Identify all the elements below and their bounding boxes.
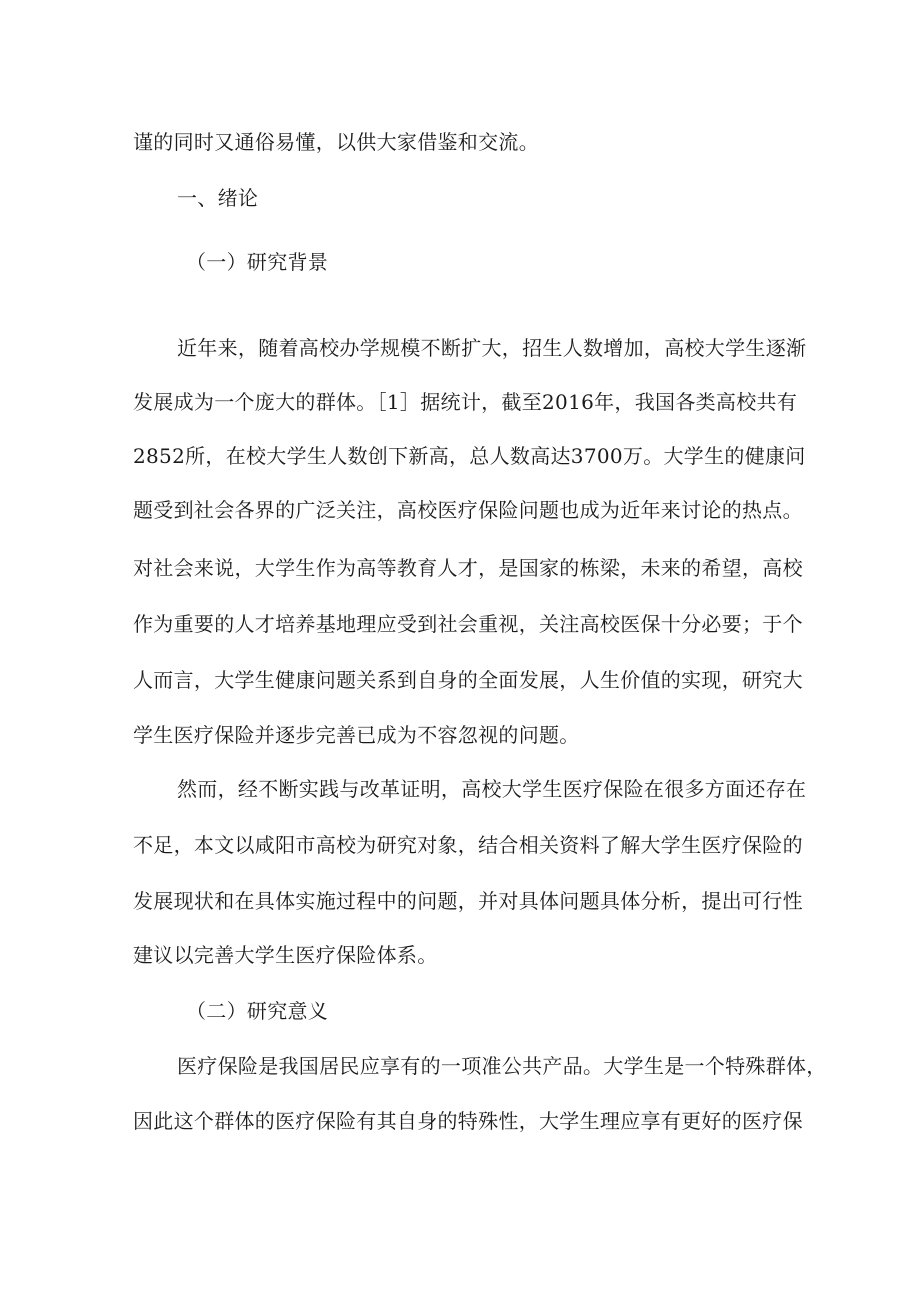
text-line: 学生医疗保险并逐步完善已成为不容忽视的问题。 xyxy=(133,723,580,747)
text-line: 医疗保险是我国居民应享有的一项准公共产品。大学生是一个特殊群体， xyxy=(177,1054,827,1078)
subsection-heading: （一）研究背景 xyxy=(186,250,329,274)
text-line: 因此这个群体的医疗保险有其自身的特殊性，大学生理应享有更好的医疗保 xyxy=(133,1109,803,1133)
text-line: 题受到社会各界的广泛关注，高校医疗保险问题也成为近年来讨论的热点。 xyxy=(133,498,803,522)
subsection-heading: （二）研究意义 xyxy=(186,999,329,1023)
text-line: 然而，经不断实践与改革证明，高校大学生医疗保险在很多方面还存在 xyxy=(177,777,807,801)
text-line: 作为重要的人才培养基地理应受到社会重视，关注高校医保十分必要；于个 xyxy=(133,612,803,636)
text-line: 发展现状和在具体实施过程中的问题，并对具体问题具体分析，提出可行性 xyxy=(133,889,803,913)
text-line: 建议以完善大学生医疗保险体系。 xyxy=(133,943,438,967)
text-line: 对社会来说，大学生作为高等教育人才，是国家的栋梁，未来的希望，高校 xyxy=(133,556,803,580)
text-line: 谨的同时又通俗易懂，以供大家借鉴和交流。 xyxy=(133,130,539,154)
text-line: 近年来，随着高校办学规模不断扩大，招生人数增加，高校大学生逐渐 xyxy=(177,336,807,360)
text-line: 不足，本文以咸阳市高校为研究对象，结合相关资料了解大学生医疗保险的 xyxy=(133,833,803,857)
text-line: 发展成为一个庞大的群体。［1］据统计，截至2016年，我国各类高校共有 xyxy=(133,390,798,414)
text-line: 人而言，大学生健康问题关系到自身的全面发展，人生价值的实现，研究大 xyxy=(133,668,803,692)
text-line: 2852所，在校大学生人数创下新高，总人数高达3700万。大学生的健康问 xyxy=(133,444,806,468)
section-heading: 一、绪论 xyxy=(177,186,259,210)
